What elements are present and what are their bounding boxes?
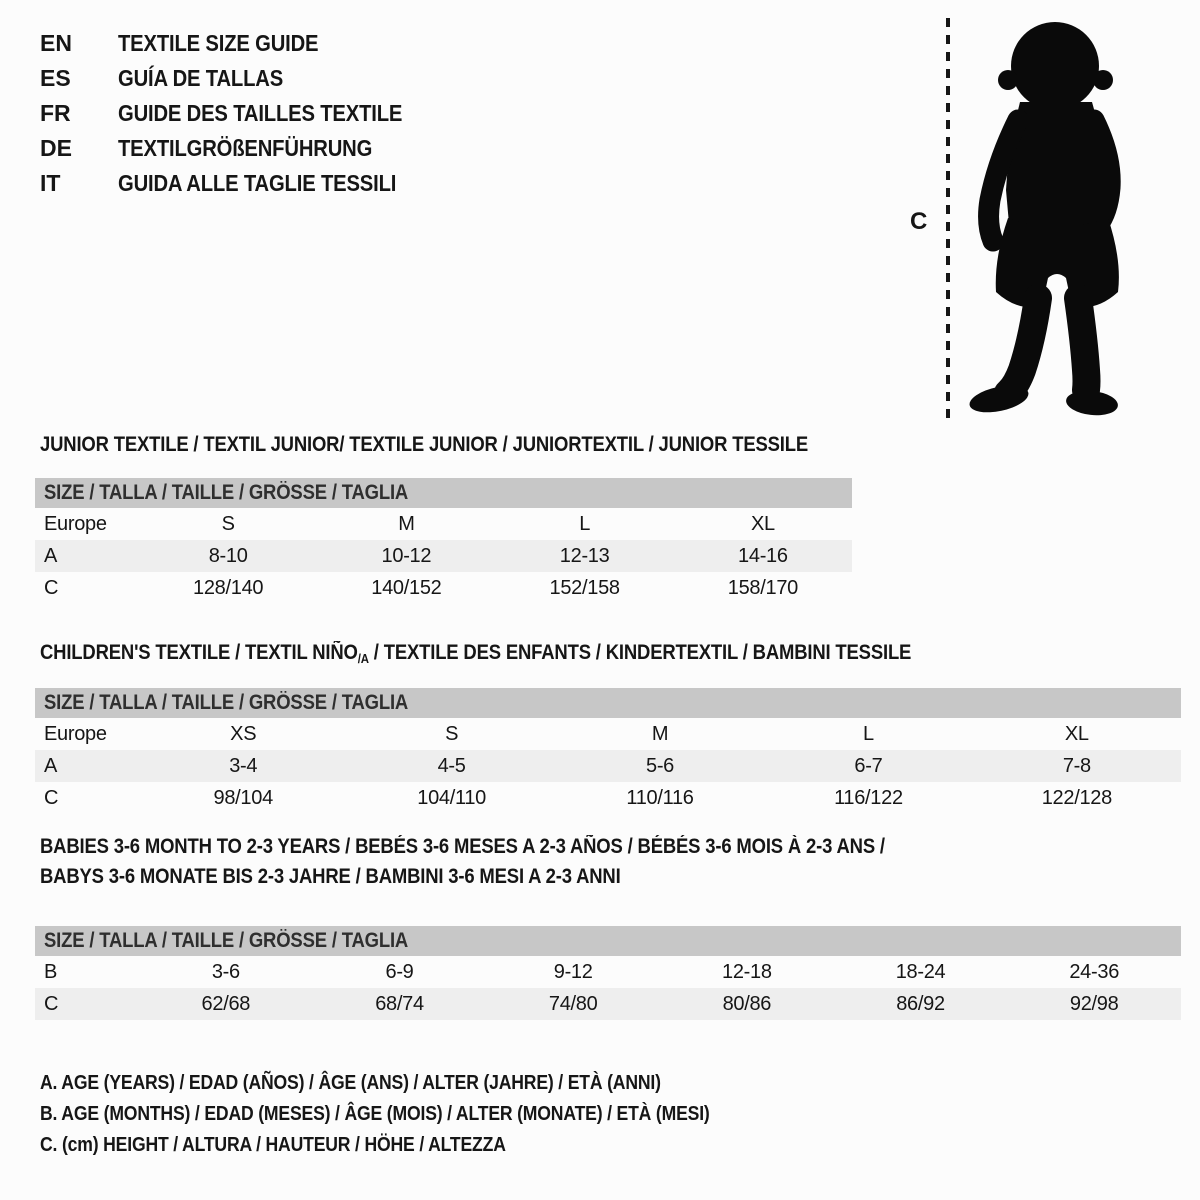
size-cell: M [398, 512, 415, 535]
size-cell: M [651, 722, 669, 745]
children-table-header [35, 688, 1181, 718]
junior-section-heading [40, 433, 913, 457]
height-cell: 74/80 [548, 992, 598, 1015]
age-cell: 4-5 [437, 754, 466, 777]
junior-size-table [35, 478, 852, 604]
row-label: A [44, 544, 58, 567]
height-cell: 86/92 [896, 992, 945, 1015]
size-cell: L [579, 512, 591, 535]
height-cell: 104/110 [417, 786, 486, 809]
babies-heading-line1: BABIES 3-6 MONTH TO 2-3 YEARS / BEBÉS 3-6 MESES A 2-3 AÑOS / BÉBÉS 3-6 MOIS À 2-3 ANS / [40, 835, 885, 858]
height-cell: 62/68 [201, 992, 251, 1015]
age-cell: 6-9 [385, 960, 414, 983]
language-row-es [40, 61, 441, 96]
age-cell: 7-8 [1062, 754, 1091, 777]
size-cell: XL [750, 512, 775, 535]
measure-legend [40, 1068, 801, 1161]
language-title: GUÍA DE TALLAS [118, 65, 284, 91]
legend-line-c [40, 1130, 801, 1161]
junior-table-header-text: SIZE / TALLA / TAILLE / GRÖSSE / TAGLIA [44, 481, 409, 504]
language-row-fr [40, 96, 441, 131]
junior-section-heading-text: JUNIOR TEXTILE / TEXTIL JUNIOR/ TEXTILE JUNIOR / JUNIORTEXTIL / JUNIOR TESSILE [40, 433, 809, 456]
table-row-height-cm [35, 988, 1181, 1020]
language-code: ES [40, 65, 71, 91]
heading-subscript: /A [357, 651, 369, 666]
junior-table-header [35, 478, 852, 508]
children-section-heading-text [40, 641, 911, 667]
table-row-age-years [35, 750, 1181, 782]
table-row-age-months [35, 956, 1181, 988]
language-title: TEXTILGRÖßENFÜHRUNG [118, 135, 373, 161]
babies-heading-line2: BABYS 3-6 MONATE BIS 2-3 JAHRE / BAMBINI 3-6 MESI A 2-3 ANNI [40, 865, 621, 888]
age-cell: 10-12 [381, 544, 432, 567]
height-measure-label: C [910, 208, 928, 235]
legend-text-c: C. (cm) HEIGHT / ALTURA / HAUTEUR / HÖHE / ALTEZZA [40, 1134, 506, 1156]
language-code: DE [40, 135, 72, 161]
table-row-europe [35, 718, 1181, 750]
language-row-en [40, 26, 441, 61]
size-cell: S [445, 722, 459, 745]
row-label: C [44, 992, 59, 1015]
row-label: C [44, 576, 59, 599]
height-cell: 140/152 [371, 576, 442, 599]
row-label: C [44, 786, 59, 809]
language-code: IT [40, 170, 61, 196]
language-code: EN [40, 30, 72, 56]
babies-table-header [35, 926, 1181, 956]
language-code: FR [40, 100, 71, 126]
size-cell: S [221, 512, 235, 535]
age-cell: 3-4 [229, 754, 258, 777]
table-row-europe [35, 508, 852, 540]
height-cell: 68/74 [375, 992, 424, 1015]
age-cell: 3-6 [211, 960, 240, 983]
table-row-height-cm [35, 572, 852, 604]
language-title: GUIDE DES TAILLES TEXTILE [118, 100, 403, 126]
size-cell: L [863, 722, 874, 745]
legend-text-b: B. AGE (MONTHS) / EDAD (MESES) / ÂGE (MOIS) / ALTER (MONATE) / ETÀ (MESI) [40, 1103, 710, 1125]
age-cell: 14-16 [738, 544, 788, 567]
height-measure-dashed-line [946, 18, 950, 418]
row-label: A [44, 754, 58, 777]
language-title: TEXTILE SIZE GUIDE [118, 30, 319, 56]
language-list [40, 26, 441, 201]
toddler-silhouette-icon [962, 20, 1140, 418]
children-section-heading [40, 641, 1030, 667]
babies-section-heading [40, 832, 1000, 892]
height-cell: 110/116 [626, 786, 694, 809]
table-row-height-cm [35, 782, 1181, 814]
heading-part: CHILDREN'S TEXTILE / TEXTIL NIÑO [40, 641, 358, 664]
row-label: B [44, 960, 58, 983]
babies-table-header-text: SIZE / TALLA / TAILLE / GRÖSSE / TAGLIA [44, 929, 409, 952]
heading-part: / TEXTILE DES ENFANTS / KINDERTEXTIL / BAMBINI TESSILE [368, 641, 912, 664]
age-cell: 18-24 [895, 960, 946, 983]
babies-size-table [35, 926, 1181, 1020]
size-cell: XL [1064, 722, 1089, 745]
age-cell: 8-10 [208, 544, 248, 567]
height-cell: 98/104 [213, 786, 273, 809]
height-cell: 158/170 [727, 576, 798, 599]
language-row-it [40, 166, 441, 201]
table-row-age-years [35, 540, 852, 572]
age-cell: 24-36 [1069, 960, 1120, 983]
height-cell: 116/122 [834, 786, 903, 809]
row-label: Europe [44, 722, 107, 745]
legend-line-b [40, 1099, 801, 1130]
age-cell: 6-7 [854, 754, 883, 777]
age-cell: 5-6 [646, 754, 675, 777]
children-size-table [35, 688, 1181, 814]
size-cell: XS [230, 722, 257, 745]
age-cell: 12-18 [722, 960, 772, 983]
language-title: GUIDA ALLE TAGLIE TESSILI [118, 170, 397, 196]
legend-line-a [40, 1068, 801, 1099]
age-cell: 12-13 [559, 544, 610, 567]
height-cell: 128/140 [193, 576, 264, 599]
height-cell: 80/86 [722, 992, 772, 1015]
height-cell: 152/158 [549, 576, 620, 599]
age-cell: 9-12 [553, 960, 593, 983]
legend-text-a: A. AGE (YEARS) / EDAD (AÑOS) / ÂGE (ANS) / ALTER (JAHRE) / ETÀ (ANNI) [40, 1072, 661, 1094]
height-cell: 122/128 [1041, 786, 1112, 809]
height-cell: 92/98 [1069, 992, 1119, 1015]
language-row-de [40, 131, 441, 166]
children-table-header-text: SIZE / TALLA / TAILLE / GRÖSSE / TAGLIA [44, 691, 409, 714]
row-label: Europe [44, 512, 107, 535]
